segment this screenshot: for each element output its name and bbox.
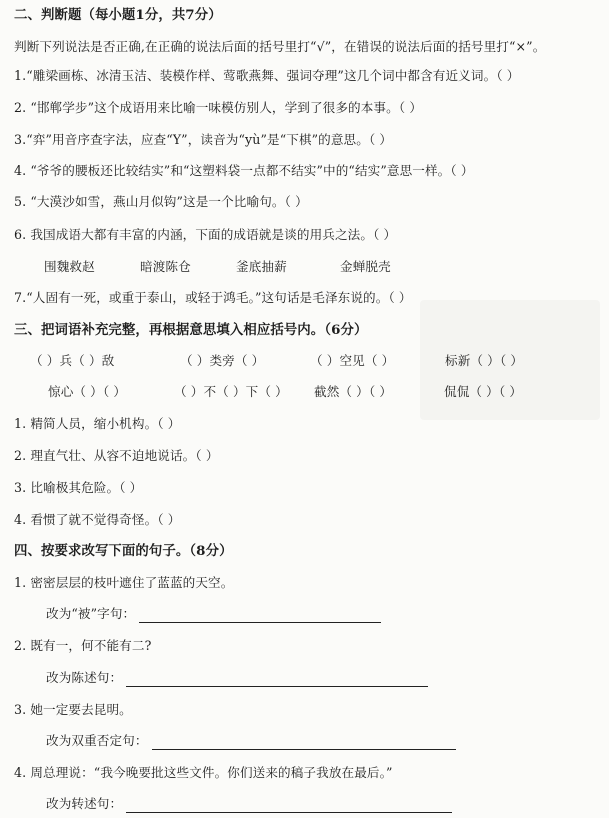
idiom-list [44, 258, 603, 276]
idiom: 釜底抽薪 [236, 259, 287, 274]
rewrite-sentence-4: 4. 周总理说：“我今晚要批这些文件。你们送来的稿子我放在最后。” [14, 765, 393, 780]
judge-item-6: 6. 我国成语大都有丰富的内涵，下面的成语就是谈的用兵之法。（ ） [14, 227, 397, 242]
idiom-blank: （ ）空见（ ） [310, 353, 395, 368]
answer-line[interactable] [139, 607, 381, 623]
section3-title: 三、把词语补充完整，再根据意思填入相应括号内。（6分） [14, 322, 368, 338]
idiom-blank: 惊心（ ）（ ） [48, 384, 127, 399]
judge-item-3: 3.“弈”用音序查字法，应查“Y”，读音为“yù”是“下棋”的意思。（ ） [14, 132, 393, 147]
rewrite-task-label: 改为双重否定句： [46, 733, 148, 748]
idiom-blank: 截然（ ）（ ） [314, 384, 393, 399]
answer-line[interactable] [126, 671, 428, 687]
judge-item-5: 5. “大漠沙如雪，燕山月似钩”这是一个比喻句。（ ） [14, 194, 308, 209]
rewrite-task-1 [46, 605, 603, 623]
meaning-item-4: 4. 看惯了就不觉得奇怪。（ ） [14, 512, 181, 527]
idiom-blank: 侃侃（ ）（ ） [444, 384, 523, 399]
rewrite-task-3 [46, 732, 603, 750]
idiom-blank: （ ）兵（ ）敌 [30, 353, 115, 368]
meaning-item-3: 3. 比喻极其危险。（ ） [14, 480, 143, 495]
idiom-blank: （ ）类旁（ ） [180, 353, 265, 368]
rewrite-task-label: 改为“被”字句： [46, 606, 136, 621]
answer-line[interactable] [126, 797, 452, 813]
meaning-item-1: 1. 精简人员，缩小机构。（ ） [14, 416, 181, 431]
idiom-blank: （ ）不（ ）下（ ） [174, 384, 288, 399]
rewrite-task-4 [46, 795, 603, 813]
rewrite-task-2 [46, 669, 603, 687]
rewrite-sentence-2: 2. 既有一，何不能有二? [14, 638, 152, 653]
judge-item-4: 4. “爷爷的腰板还比较结实”和“这塑料袋一点都不结实”中的“结实”意思一样。（ ） [14, 163, 474, 178]
rewrite-sentence-3: 3. 她一定要去昆明。 [14, 702, 132, 717]
section2-title: 二、判断题（每小题1分，共7分） [14, 7, 222, 23]
idiom: 金蝉脱壳 [340, 259, 391, 274]
judge-item-7: 7.“人固有一死，或重于泰山，或轻于鸿毛。”这句话是毛泽东说的。（ ） [14, 290, 412, 305]
rewrite-task-label: 改为转述句： [46, 796, 123, 811]
meaning-item-2: 2. 理直气壮、从容不迫地说话。（ ） [14, 448, 219, 463]
idiom-blank-row-2 [48, 383, 603, 401]
rewrite-task-label: 改为陈述句： [46, 670, 123, 685]
judge-item-2: 2. “邯郸学步”这个成语用来比喻一味模仿别人，学到了很多的本事。（ ） [14, 100, 423, 115]
idiom-blank-row-1 [30, 352, 603, 370]
idiom: 暗渡陈仓 [140, 259, 191, 274]
section4-title: 四、按要求改写下面的句子。（8分） [14, 543, 233, 559]
idiom: 围魏救赵 [44, 259, 95, 274]
answer-line[interactable] [152, 734, 456, 750]
rewrite-sentence-1: 1. 密密层层的枝叶遮住了蓝蓝的天空。 [14, 575, 234, 590]
idiom-blank: 标新（ ）（ ） [445, 353, 524, 368]
judge-item-1: 1.“雕梁画栋、冰清玉洁、装模作样、莺歌燕舞、强词夺理”这几个词中都含有近义词。（ ） [14, 68, 520, 83]
section2-instruction: 判断下列说法是否正确,在正确的说法后面的括号里打“√”，在错误的说法后面的括号里打“×”。 [14, 39, 546, 54]
